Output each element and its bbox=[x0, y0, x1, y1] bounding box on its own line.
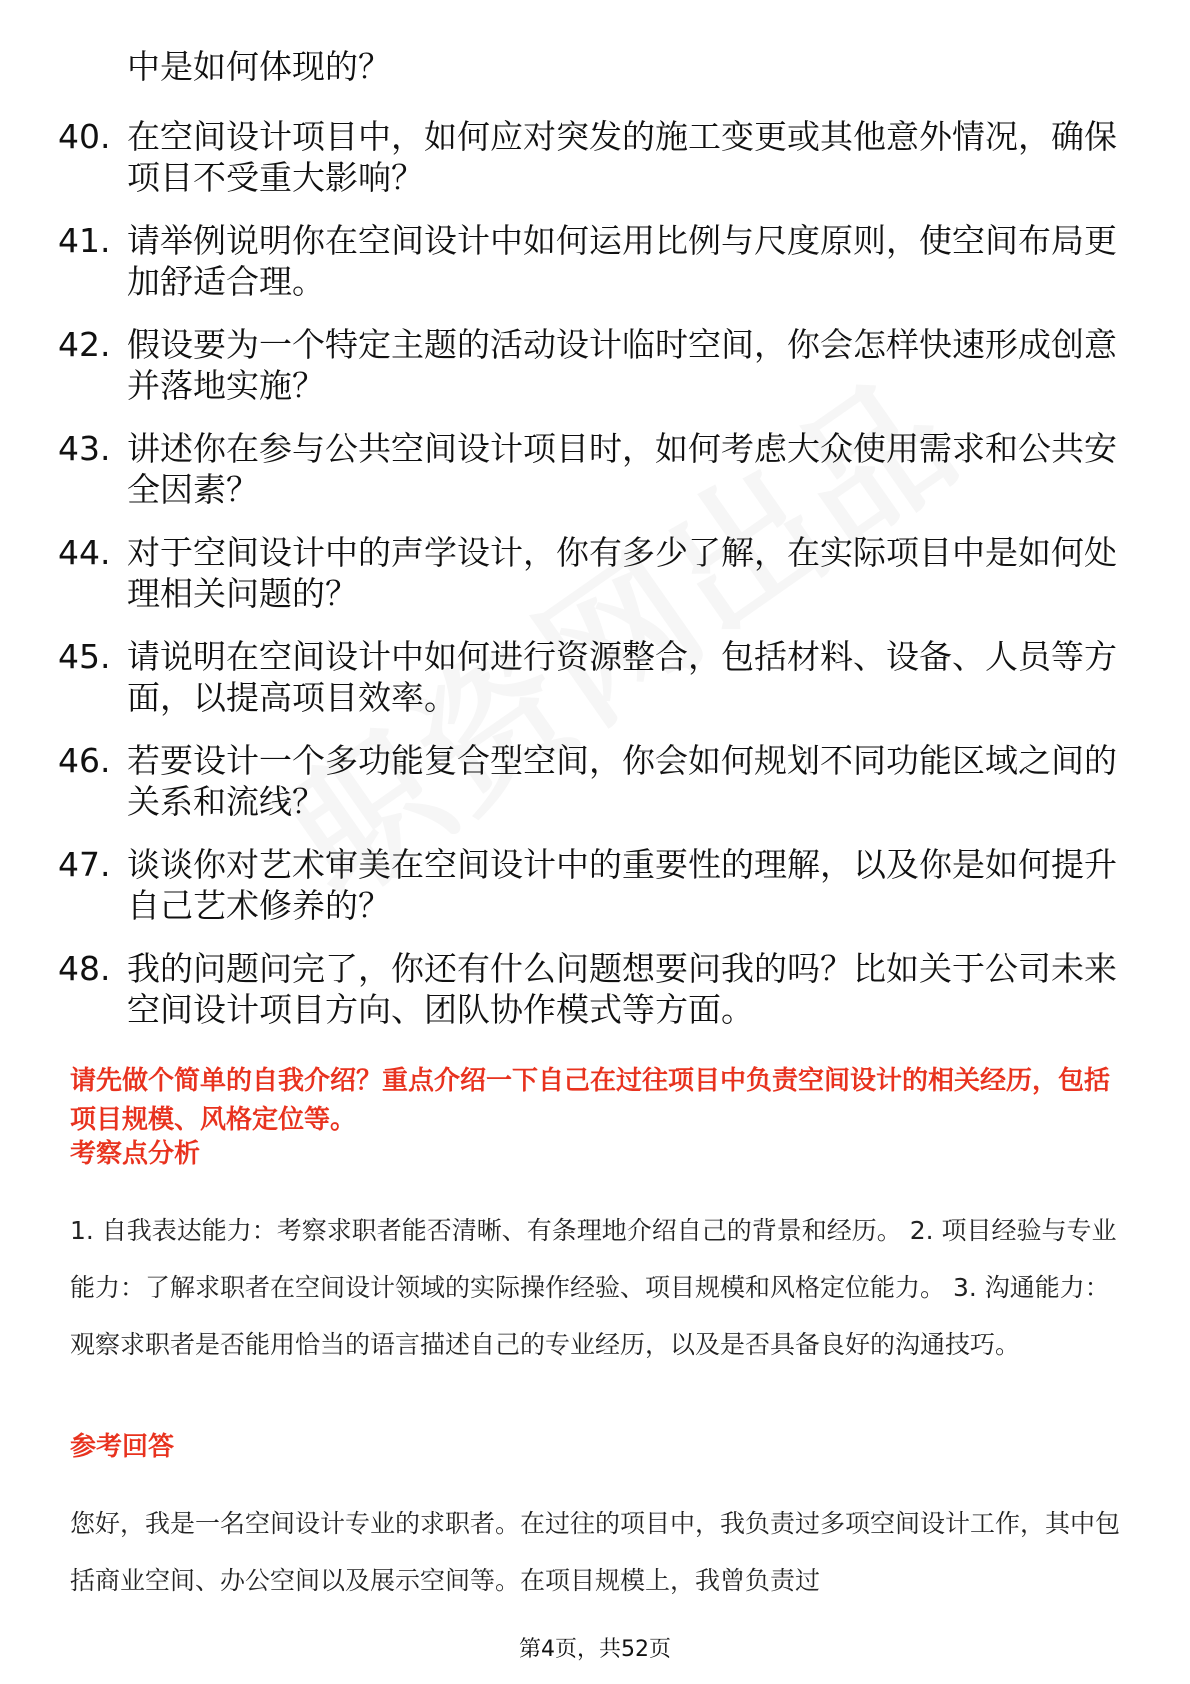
answer-body: 您好，我是一名空间设计专业的求职者。在过往的项目中，我负责过多项空间设计工作，其中包括商业空间、办公空间以及展示空间等。在项目规模上，我曾负责过 bbox=[70, 1509, 1121, 1595]
question-item bbox=[58, 532, 1118, 614]
question-text: 请举例说明你在空间设计中如何运用比例与尺度原则，使空间布局更加舒适合理。 bbox=[127, 221, 1117, 301]
continued-question-text: 中是如何体现的？ bbox=[127, 47, 391, 86]
question-number: 41. bbox=[58, 221, 111, 260]
question-item bbox=[58, 324, 1118, 406]
question-item bbox=[58, 948, 1118, 1030]
question-text: 谈谈你对艺术审美在空间设计中的重要性的理解，以及你是如何提升自己艺术修养的？ bbox=[127, 845, 1117, 925]
question-text: 讲述你在参与公共空间设计项目时，如何考虑大众使用需求和公共安全因素？ bbox=[127, 429, 1117, 509]
question-item bbox=[58, 220, 1118, 302]
question-number: 42. bbox=[58, 325, 111, 364]
answer-title: 参考回答 bbox=[70, 1432, 175, 1462]
question-text: 我的问题问完了，你还有什么问题想要问我的吗？比如关于公司未来空间设计项目方向、团队协作模式等方面。 bbox=[127, 949, 1117, 1029]
question-number: 47. bbox=[58, 845, 111, 884]
question-text: 假设要为一个特定主题的活动设计临时空间，你会怎样快速形成创意并落地实施？ bbox=[127, 325, 1117, 405]
question-item bbox=[58, 428, 1118, 510]
question-text: 在空间设计项目中，如何应对突发的施工变更或其他意外情况，确保项目不受重大影响？ bbox=[127, 117, 1117, 197]
question-number: 46. bbox=[58, 741, 111, 780]
question-number: 45. bbox=[58, 637, 111, 676]
question-text: 若要设计一个多功能复合型空间，你会如何规划不同功能区域之间的关系和流线？ bbox=[127, 741, 1117, 821]
question-number: 48. bbox=[58, 949, 111, 988]
question-text: 对于空间设计中的声学设计，你有多少了解，在实际项目中是如何处理相关问题的？ bbox=[127, 533, 1117, 613]
page-number: 第4页，共52页 bbox=[519, 1637, 671, 1662]
question-number: 44. bbox=[58, 533, 111, 572]
highlight-question: 请先做个简单的自我介绍？重点介绍一下自己在过往项目中负责空间设计的相关经历，包括项目规模、风格定位等。 bbox=[70, 1066, 1111, 1135]
question-item bbox=[58, 740, 1118, 822]
question-text: 请说明在空间设计中如何进行资源整合，包括材料、设备、人员等方面，以提高项目效率。 bbox=[127, 637, 1117, 717]
analysis-body: 1. 自我表达能力：考察求职者能否清晰、有条理地介绍自己的背景和经历。 2. 项目经验与专业能力：了解求职者在空间设计领域的实际操作经验、项目规模和风格定位能力。 3. 沟通能力：观察求职者是否能用恰当的语言描述自己的专业经历，以及是否具备良好的沟通技巧。 bbox=[70, 1216, 1117, 1359]
question-item bbox=[58, 116, 1118, 198]
question-item bbox=[58, 636, 1118, 718]
question-item bbox=[58, 844, 1118, 926]
question-list bbox=[58, 116, 1118, 1052]
analysis-title: 考察点分析 bbox=[70, 1139, 201, 1169]
question-number: 40. bbox=[58, 117, 111, 156]
question-number: 43. bbox=[58, 429, 111, 468]
